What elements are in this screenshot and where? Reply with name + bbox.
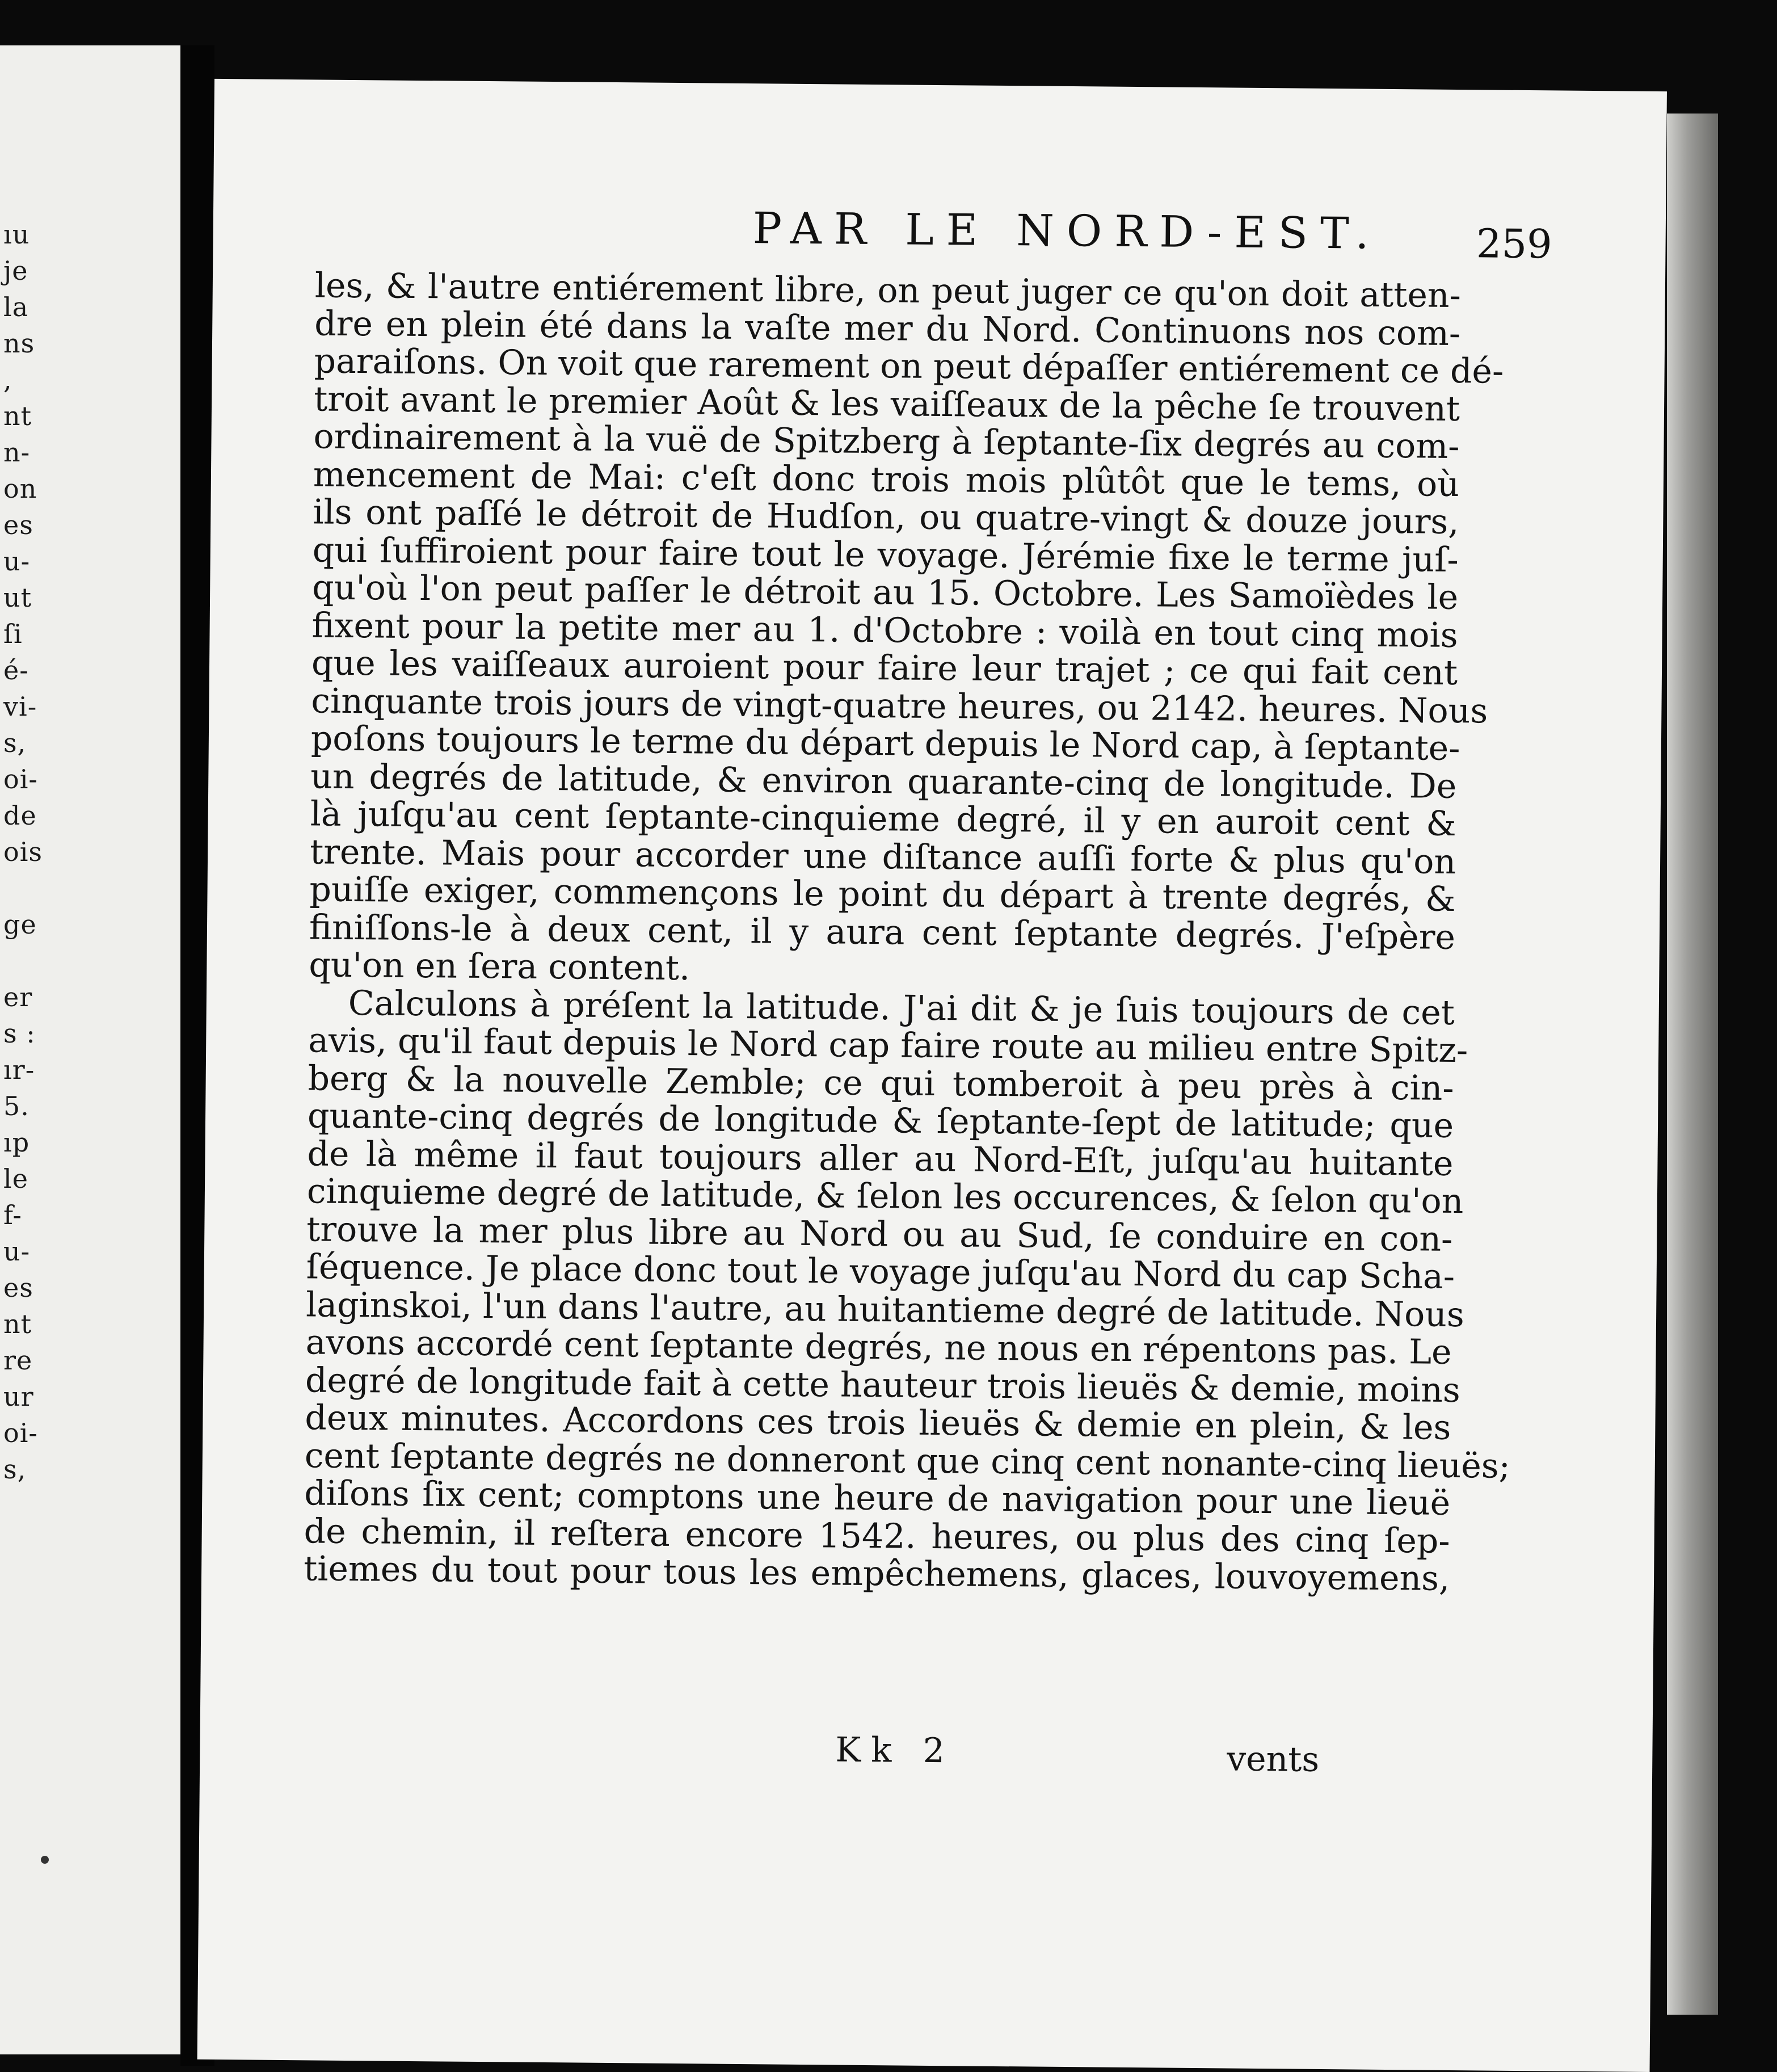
text-line: finiſſons-le à deux cent, il y aura cent ſeptante degrés. J'eſpère bbox=[309, 907, 1456, 957]
facing-page-line-fragment: f- bbox=[3, 1200, 22, 1230]
facing-page-line-fragment: , bbox=[3, 364, 12, 395]
facing-page-line-fragment: er bbox=[3, 982, 33, 1012]
facing-page-line-fragment: je bbox=[3, 255, 28, 286]
text-line: cinquieme degré de latitude, & ſelon les occurences, & ſelon qu'on bbox=[306, 1171, 1464, 1222]
body-text bbox=[303, 266, 1511, 1599]
facing-page-line-fragment: la bbox=[3, 292, 29, 322]
text-line: laginskoi, l'un dans l'autre, au huitantieme degré de latitude. Nous bbox=[305, 1284, 1464, 1335]
signature-mark: Kk 2 bbox=[835, 1730, 955, 1771]
text-line: de là même il faut toujours aller au Nord-Eſt, juſqu'au huitante bbox=[307, 1133, 1454, 1184]
book-page bbox=[197, 79, 1667, 2072]
text-line: tiemes du tout pour tous les empêchemens, glaces, louvoyemens, bbox=[303, 1549, 1450, 1599]
facing-page-line-fragment: s, bbox=[3, 1454, 27, 1485]
text-line: trouve la mer plus libre au Nord ou au Sud, ſe conduire en con- bbox=[306, 1209, 1453, 1259]
facing-page-line-fragment: ois bbox=[3, 837, 43, 867]
page-edge bbox=[1667, 114, 1718, 2015]
facing-page-line-fragment: on bbox=[3, 473, 37, 504]
running-head: PAR LE NORD-EST. bbox=[752, 203, 1382, 259]
text-line: là juſqu'au cent ſeptante-cinquieme degré, il y en auroit cent & bbox=[310, 794, 1456, 844]
text-line: dre en plein été dans la vaſte mer du Nord. Continuons nos com- bbox=[314, 303, 1461, 354]
text-line: deux minutes. Accordons ces trois lieuës & demie en plein, & les bbox=[305, 1398, 1451, 1448]
dust-speck bbox=[41, 1856, 49, 1864]
text-line: un degrés de latitude, & environ quarante-cinq de longitude. De bbox=[310, 756, 1457, 806]
page-number: 259 bbox=[1476, 220, 1552, 268]
facing-page-line-fragment: é- bbox=[3, 655, 29, 686]
facing-page-fragment bbox=[0, 45, 180, 2054]
text-line: cent ſeptante degrés ne donneront que cinq cent nonante-cinq lieuës; bbox=[304, 1435, 1511, 1486]
facing-page-line-fragment: ns bbox=[3, 328, 35, 359]
text-line: mencement de Mai: c'eſt donc trois mois plûtôt que le tems, où bbox=[313, 454, 1460, 505]
facing-page-line-fragment: oi- bbox=[3, 1418, 38, 1448]
facing-page-line-fragment: s : bbox=[3, 1018, 36, 1049]
facing-page-line-fragment: ſi bbox=[3, 619, 23, 649]
facing-page-line-fragment: ge bbox=[3, 909, 37, 940]
facing-page-line-fragment: es bbox=[3, 1272, 33, 1303]
text-line: avis, qu'il faut depuis le Nord cap faire route au milieu entre Spitz- bbox=[308, 1020, 1468, 1071]
text-line: qu'on en ſera content. bbox=[309, 945, 690, 989]
text-line: ordinairement à la vuë de Spitzberg à ſeptante-ſix degrés au com- bbox=[313, 417, 1460, 467]
text-line: que les vaiſſeaux auroient pour faire leur trajet ; ce qui fait cent bbox=[311, 643, 1458, 693]
text-line: diſons ſix cent; comptons une heure de navigation pour une lieuë bbox=[304, 1473, 1451, 1523]
facing-page-line-fragment: n- bbox=[3, 437, 31, 468]
text-line: les, & l'autre entiérement libre, on peut juger ce qu'on doit atten- bbox=[314, 266, 1462, 316]
text-line: cinquante trois jours de vingt-quatre heures, ou 2142. heures. Nous bbox=[311, 680, 1488, 731]
text-line: fixent pour la petite mer au 1. d'Octobre : voilà en tout cinq mois bbox=[311, 605, 1458, 655]
text-line: qu'où l'on peut paſſer le détroit au 15. Octobre. Les Samoïèdes le bbox=[311, 568, 1459, 617]
text-line: de chemin, il reſtera encore 1542. heures, ou plus des cinq ſep- bbox=[304, 1511, 1450, 1561]
text-line: paraiſons. On voit que rarement on peut dépaſſer entiérement ce dé- bbox=[314, 341, 1504, 392]
facing-page-line-fragment: u- bbox=[3, 546, 31, 577]
text-line: degré de longitude fait à cette hauteur trois lieuës & demie, moins bbox=[305, 1360, 1460, 1410]
facing-page-line-fragment: es bbox=[3, 510, 33, 540]
text-line: qui ſuffiroient pour faire tout le voyage. Jérémie fixe le terme juſ- bbox=[312, 529, 1459, 580]
text-line: ſéquence. Je place donc tout le voyage juſqu'au Nord du cap Scha- bbox=[306, 1247, 1455, 1297]
facing-page-line-fragment: oi- bbox=[3, 764, 38, 795]
facing-page-line-fragment: u- bbox=[3, 1236, 31, 1267]
facing-page-line-fragment: ut bbox=[3, 582, 32, 613]
facing-page-line-fragment: ıu bbox=[3, 219, 30, 250]
text-line: troit avant le premier Août & les vaiſſeaux de la pêche ſe trouvent bbox=[313, 379, 1460, 429]
facing-page-line-fragment: vi- bbox=[3, 691, 37, 722]
facing-page-line-fragment: le bbox=[3, 1163, 28, 1194]
text-line: trente. Mais pour accorder une diſtance auſſi forte & plus qu'on bbox=[309, 831, 1456, 882]
catchword: vents bbox=[1226, 1739, 1320, 1780]
facing-page-line-fragment: s, bbox=[3, 728, 27, 758]
text-line: Calculons à préſent la latitude. J'ai dit & je ſuis toujours de cet bbox=[348, 983, 1455, 1033]
text-line: quante-cinq degrés de longitude & ſeptante-ſept de latitude; que bbox=[307, 1096, 1454, 1146]
text-line: ils ont paſſé le détroit de Hudſon, ou quatre-vingt & douze jours, bbox=[313, 492, 1459, 542]
text-line: avons accordé cent ſeptante degrés, ne nous en répentons pas. Le bbox=[305, 1322, 1452, 1372]
facing-page-line-fragment: nt bbox=[3, 1309, 32, 1339]
text-line: puiſſe exiger, commençons le point du départ à trente degrés, & bbox=[309, 869, 1456, 919]
facing-page-line-fragment: ur bbox=[3, 1381, 34, 1412]
text-line: poſons toujours le terme du départ depuis le Nord cap, à ſeptante- bbox=[310, 718, 1460, 769]
facing-page-line-fragment: re bbox=[3, 1345, 33, 1376]
text-line: berg & la nouvelle Zemble; ce qui tomberoit à peu près à cin- bbox=[308, 1058, 1454, 1108]
facing-page-line-fragment: ır- bbox=[3, 1054, 35, 1085]
facing-page-line-fragment: 5. bbox=[3, 1091, 30, 1121]
facing-page-line-fragment: ıp bbox=[3, 1127, 30, 1158]
facing-page-line-fragment: de bbox=[3, 800, 37, 831]
facing-page-line-fragment: nt bbox=[3, 401, 32, 431]
